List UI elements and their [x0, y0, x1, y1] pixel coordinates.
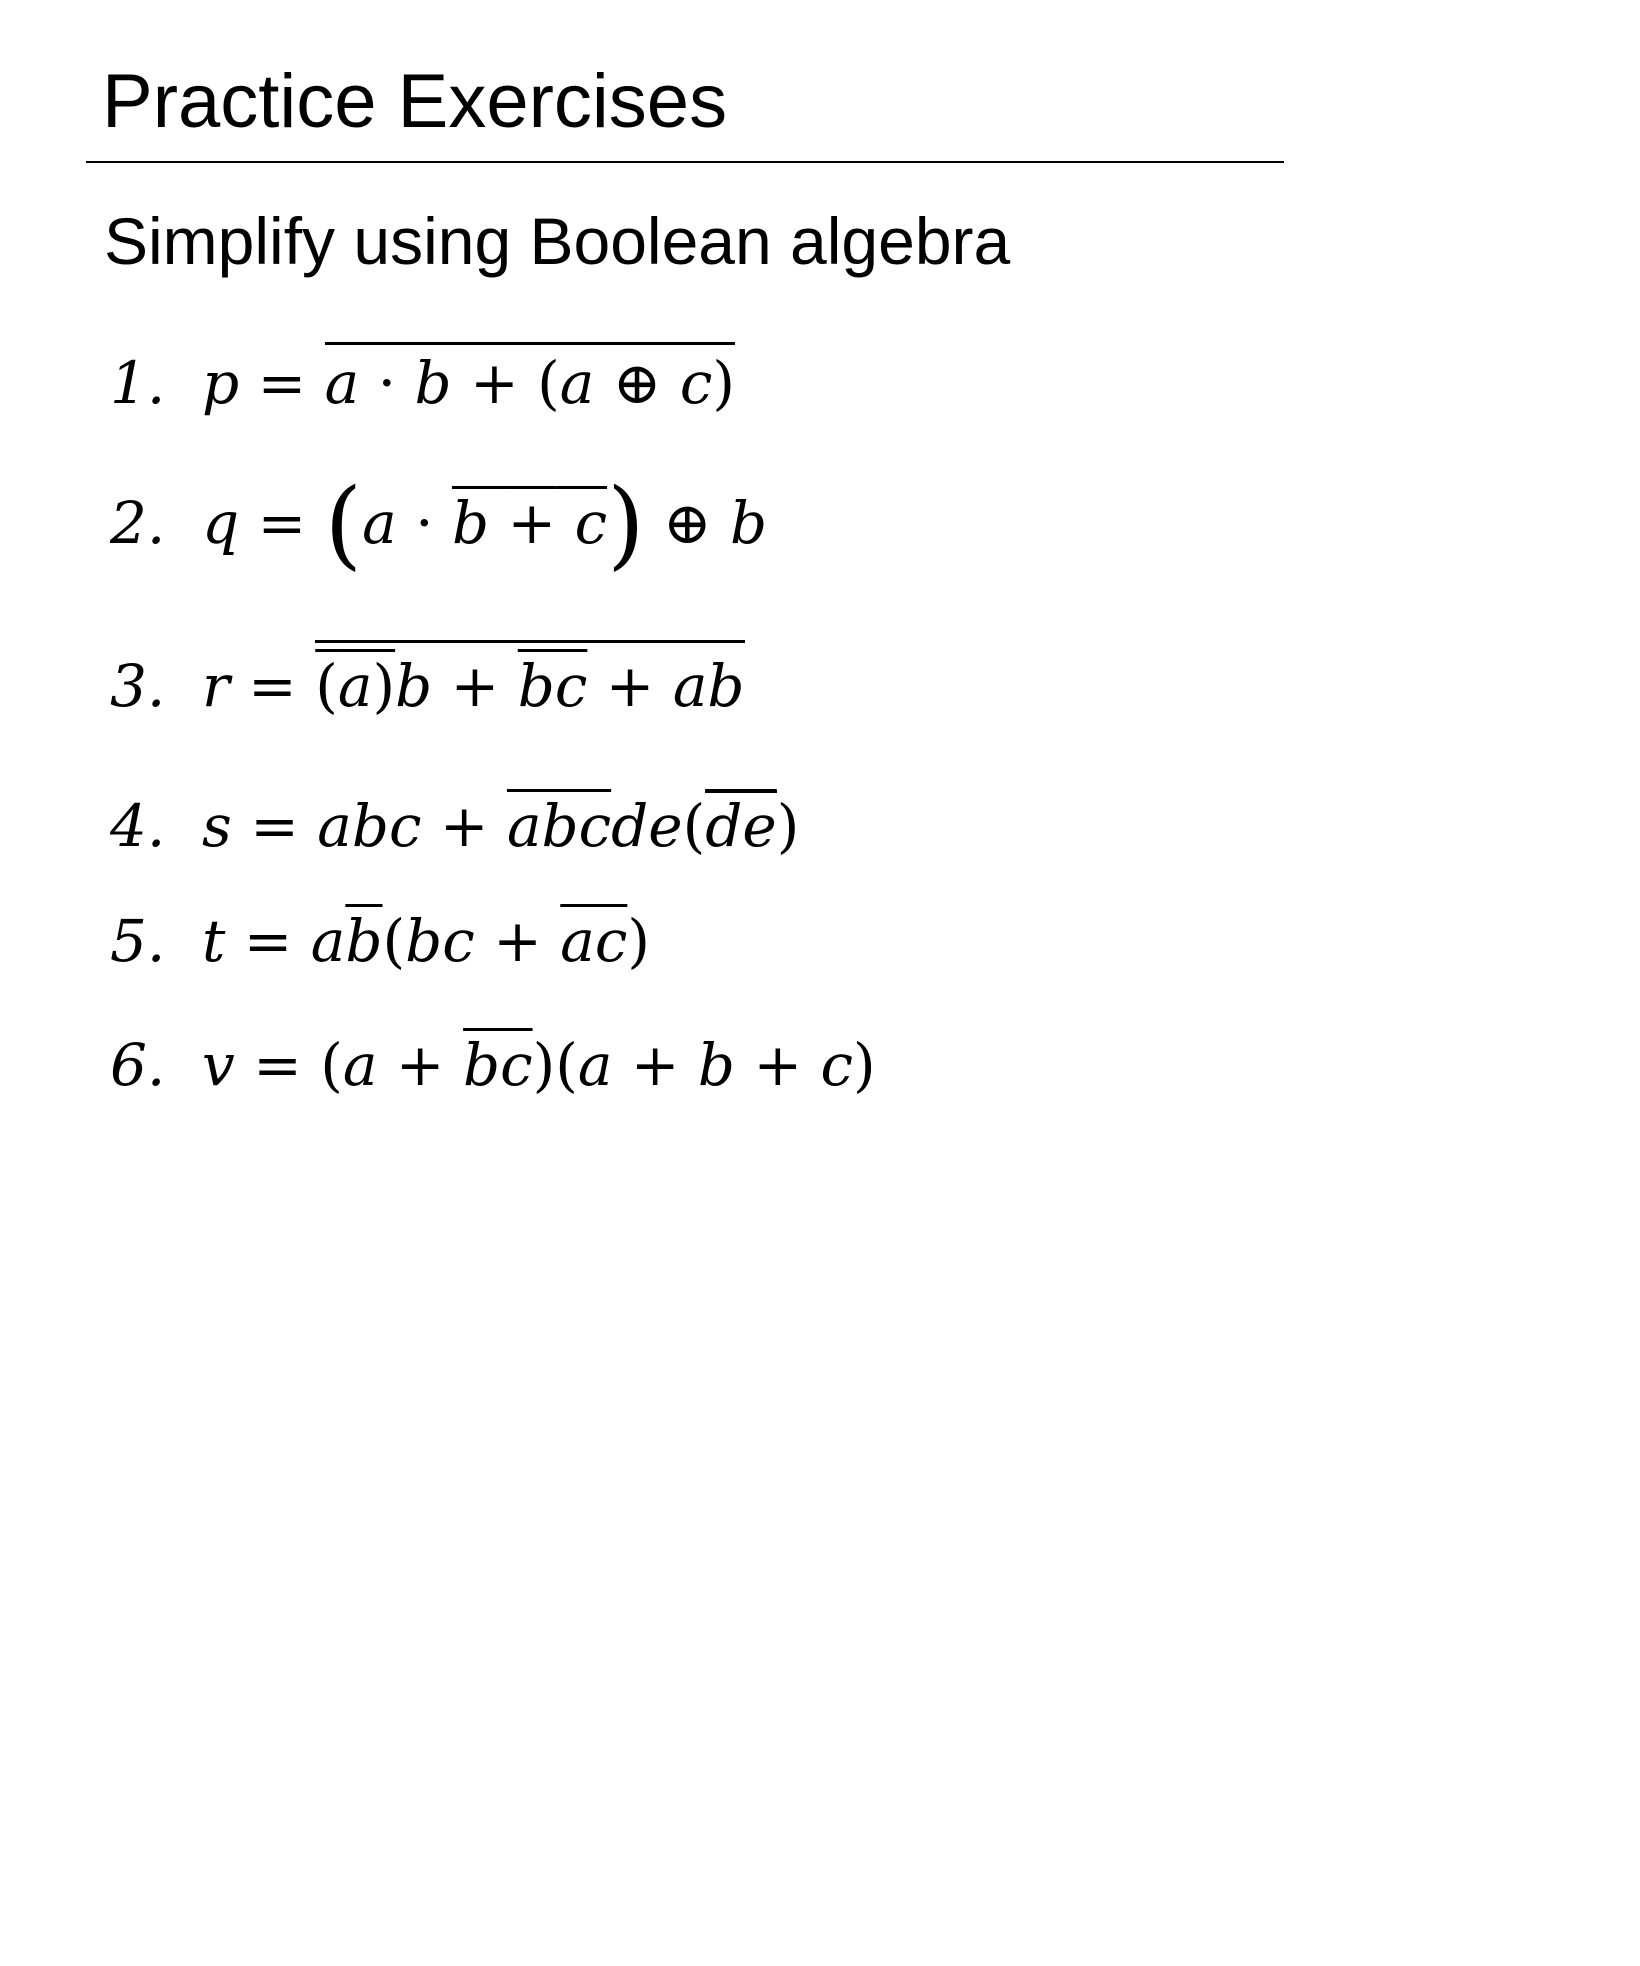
exercise-number: 1.: [110, 349, 166, 417]
exercise-number: 5.: [110, 907, 166, 975]
exercise-variable: t: [202, 907, 226, 975]
exercise-5: 5. $t = a\overline{b}(bc + \overline{ac})$: [110, 907, 650, 975]
page-title: Practice Exercises: [102, 59, 728, 144]
exercise-6: 6. $v = (a + \overline{bc})(a + b + c)$: [110, 1031, 876, 1099]
exercise-variable: v: [202, 1031, 235, 1099]
negated-expression: $(a)b + \overline{bc}$ + ab: [315, 640, 744, 715]
exercise-4: 4. s = abc + $\overline{abc}de(\overline{d}\overline{e})$: [110, 792, 800, 860]
exercise-2: 2. q = (a · b + c) ⊕ b: [110, 468, 768, 580]
exercise-1: 1. p = a · b + (a ⊕ c): [110, 342, 735, 412]
instructions: Simplify using Boolean algebra: [104, 204, 1011, 278]
exercise-variable: q: [202, 489, 240, 557]
exercise-variable: s: [202, 792, 232, 860]
exercise-number: 4.: [110, 792, 166, 860]
negated-expression: a · b + (a ⊕ c): [325, 342, 735, 412]
exercise-number: 3.: [110, 652, 166, 720]
exercise-number: 6.: [110, 1031, 166, 1099]
title-underline: [86, 161, 1284, 163]
exercise-variable: p: [202, 349, 240, 417]
negated-term: b + c: [451, 489, 608, 557]
exercise-number: 2.: [110, 489, 166, 557]
exercise-3: 3. $r = (a)b + \overline{bc}$ + ab: [110, 640, 745, 715]
exercise-variable: r: [202, 652, 230, 720]
